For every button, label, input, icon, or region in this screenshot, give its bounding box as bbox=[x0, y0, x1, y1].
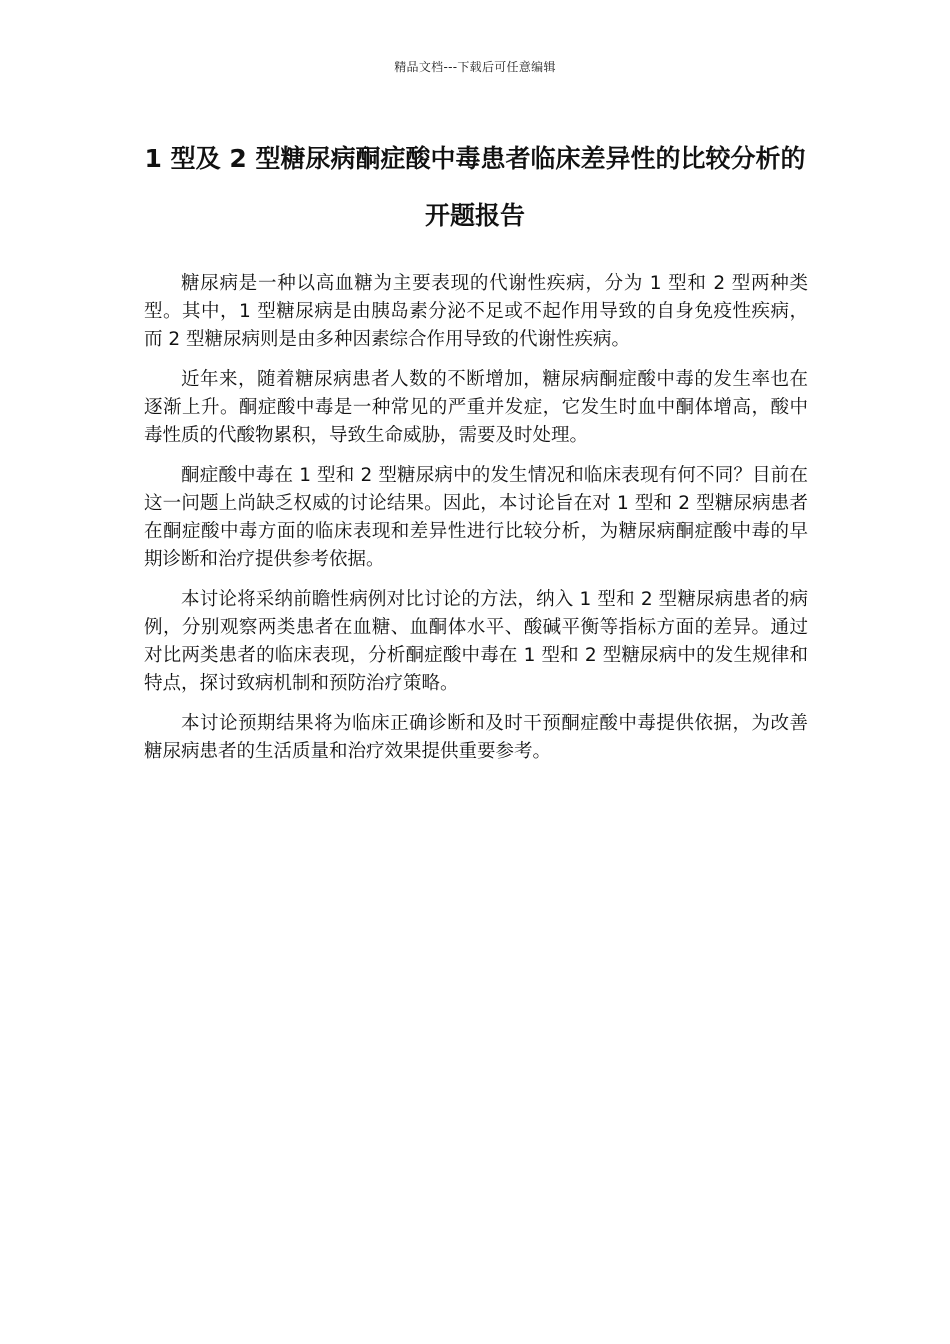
paragraph: 酮症酸中毒在 1 型和 2 型糖尿病中的发生情况和临床表现有何不同？目前在这一问题上尚缺乏权威的讨论结果。因此，本讨论旨在对 1 型和 2 型糖尿病患者在酮症酸中毒方面的临床表现和差异性进行比较分析，为糖尿病酮症酸中毒的早期诊断和治疗提供参考依据。 bbox=[144, 465, 808, 570]
paragraph: 本讨论预期结果将为临床正确诊断和及时干预酮症酸中毒提供依据，为改善糖尿病患者的生活质量和治疗效果提供重要参考。 bbox=[144, 713, 808, 762]
document-body bbox=[144, 270, 808, 778]
header-note: 精品文档---下载后可任意编辑 bbox=[394, 60, 556, 74]
paragraph: 糖尿病是一种以高血糖为主要表现的代谢性疾病，分为 1 型和 2 型两种类型。其中，1 型糖尿病是由胰岛素分泌不足或不起作用导致的自身免疫性疾病，而 2 型糖尿病则是由多种因素综合作用导致的代谢性疾病。 bbox=[144, 273, 808, 350]
paragraph: 本讨论将采纳前瞻性病例对比讨论的方法，纳入 1 型和 2 型糖尿病患者的病例，分别观察两类患者在血糖、血酮体水平、酸碱平衡等指标方面的差异。通过对比两类患者的临床表现，分析酮症酸中毒在 1 型和 2 型糖尿病中的发生规律和特点，探讨致病机制和预防治疗策略。 bbox=[144, 589, 808, 694]
paragraph: 近年来，随着糖尿病患者人数的不断增加，糖尿病酮症酸中毒的发生率也在逐渐上升。酮症酸中毒是一种常见的严重并发症，它发生时血中酮体增高，酸中毒性质的代酸物累积，导致生命威胁，需要及时处理。 bbox=[144, 369, 808, 446]
document-title: 1 型及 2 型糖尿病酮症酸中毒患者临床差异性的比较分析的开题报告 bbox=[144, 144, 806, 230]
